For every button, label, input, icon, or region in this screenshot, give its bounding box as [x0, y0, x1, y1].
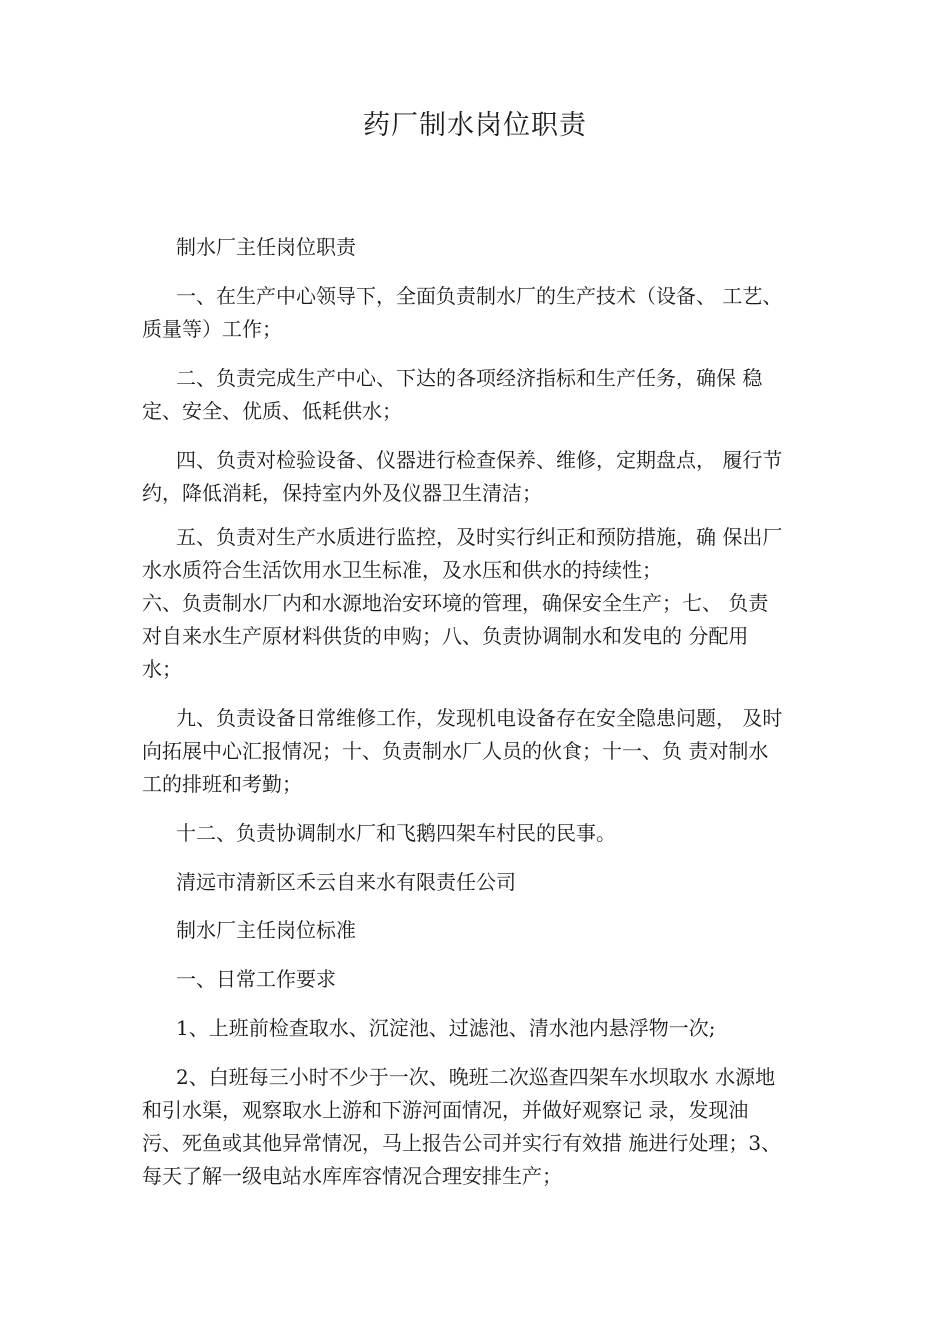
text-line: 每天了解一级电站水库库容情况合理安排生产；	[142, 1164, 562, 1188]
paragraph-item-2	[142, 362, 832, 428]
text-line: 水水质符合生活饮用水卫生标准，及水压和供水的持续性；	[142, 558, 662, 582]
paragraph-requirement-2-3	[142, 1061, 832, 1193]
page-title: 药厂制水岗位职责	[363, 110, 587, 141]
text-line: 工的排班和考勤；	[142, 772, 302, 796]
text-line: 制水厂主任岗位职责	[176, 235, 356, 259]
text-line: 定、安全、优质、低耗供水；	[142, 399, 402, 423]
text-line: 污、死鱼或其他异常情况，马上报告公司并实行有效措 施进行处理；3、	[142, 1131, 782, 1155]
paragraph-item-6-8	[142, 587, 832, 686]
text-line: 四、负责对检验设备、仪器进行检查保养、维修，定期盘点， 履行节	[176, 448, 783, 472]
paragraph-item-1	[142, 280, 832, 346]
text-line: 水；	[142, 657, 182, 681]
text-line: 和引水渠，观察取水上游和下游河面情况，并做好观察记 录，发现油	[142, 1098, 749, 1122]
text-line: 对自来水生产原材料供货的申购；八、负责协调制水和发电的 分配用	[142, 624, 749, 648]
text-line: 约，降低消耗，保持室内外及仪器卫生清洁；	[142, 481, 542, 505]
text-line: 十二、负责协调制水厂和飞鹅四架车村民的民事。	[176, 821, 616, 845]
text-line: 向拓展中心汇报情况；十、负责制水厂人员的伙食；十一、负 责对制水	[142, 739, 769, 763]
paragraph-item-9-11	[142, 702, 832, 801]
paragraph-heading-daily-requirements	[142, 963, 832, 996]
text-line: 质量等）工作；	[142, 317, 282, 341]
company-name	[142, 866, 832, 899]
text-line: 制水厂主任岗位标准	[176, 918, 356, 942]
text-line: 1、上班前检查取水、沉淀池、过滤池、清水池内悬浮物一次;	[176, 1016, 716, 1040]
paragraph-item-4	[142, 444, 832, 510]
text-line: 六、负责制水厂内和水源地治安环境的管理，确保安全生产；七、 负责	[142, 591, 769, 615]
text-line: 清远市清新区禾云自来水有限责任公司	[176, 870, 516, 894]
text-line: 一、日常工作要求	[176, 967, 336, 991]
paragraph-item-12	[142, 817, 832, 850]
text-line: 2、白班每三小时不少于一次、晚班二次巡查四架车水坝取水 水源地	[176, 1065, 776, 1089]
text-line: 五、负责对生产水质进行监控，及时实行纠正和预防措施，确 保出厂	[176, 525, 783, 549]
paragraph-item-5	[142, 521, 832, 587]
paragraph-heading-duties	[142, 231, 832, 264]
text-line: 一、在生产中心领导下，全面负责制水厂的生产技术（设备、 工艺、	[176, 284, 783, 308]
paragraph-heading-standards	[142, 914, 832, 947]
text-line: 二、负责完成生产中心、下达的各项经济指标和生产任务，确保 稳	[176, 366, 763, 390]
paragraph-requirement-1	[142, 1012, 832, 1045]
text-line: 九、负责设备日常维修工作，发现机电设备存在安全隐患问题， 及时	[176, 706, 783, 730]
